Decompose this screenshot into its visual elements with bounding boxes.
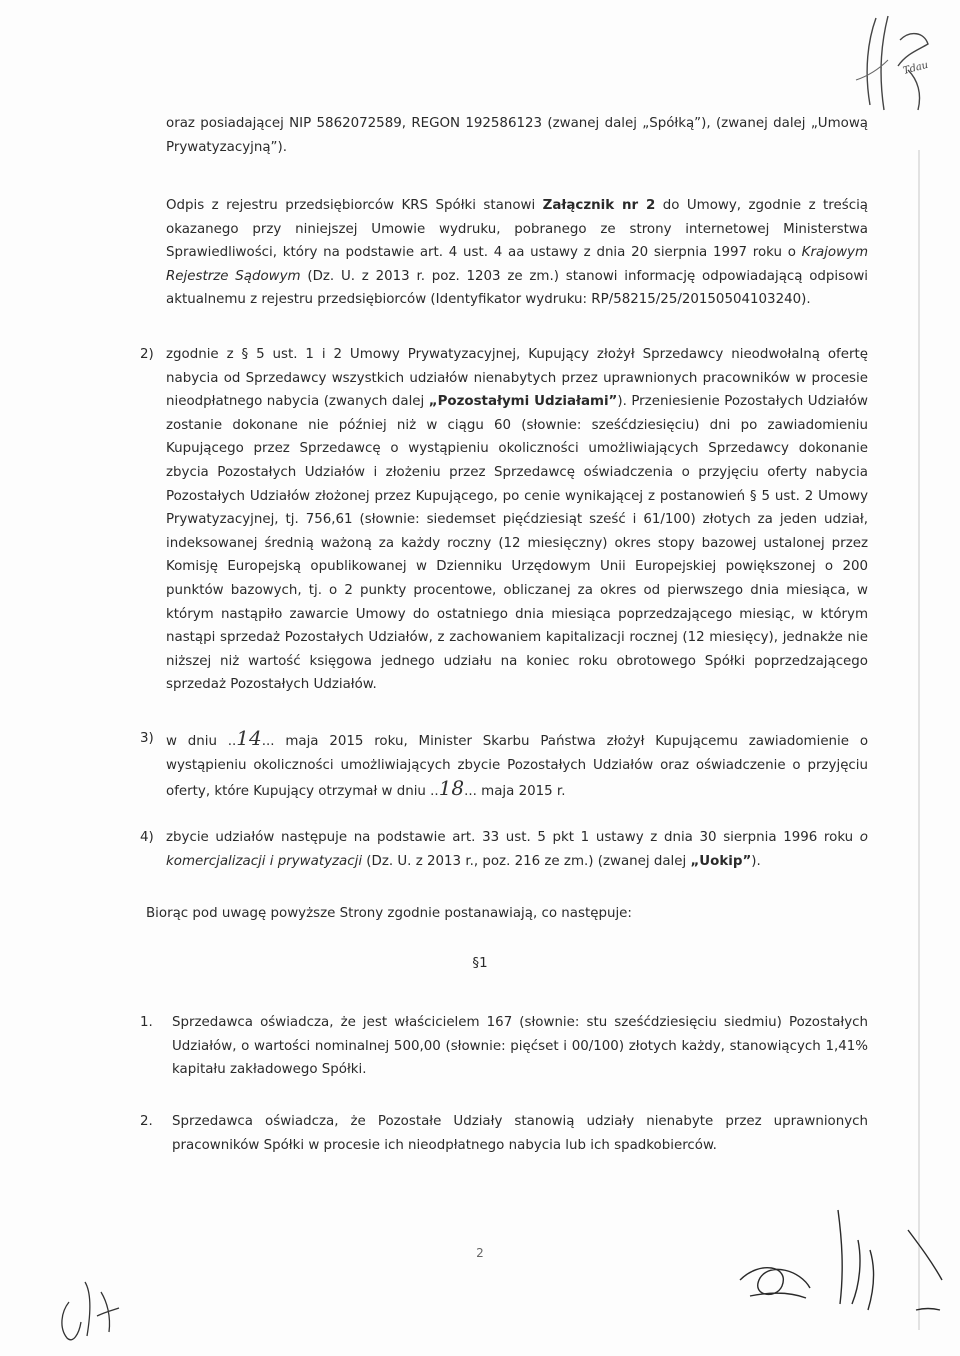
odpis-text-a: Odpis z rejestru przedsiębiorców KRS Spółki stanowi xyxy=(166,198,543,213)
item-2-paragraph xyxy=(166,343,868,697)
intro-text: oraz posiadającej NIP 5862072589, REGON 192586123 (zwanej dalej „Spółką”), (zwanej dalej „Umową Prywatyzacyjną”). xyxy=(166,116,868,155)
svg-text:Tdau: Tdau xyxy=(901,59,930,77)
page-number: 2 xyxy=(476,1246,484,1260)
item-3-text-c: ... maja 2015 r. xyxy=(464,784,566,800)
item-3-text-a: w dniu .. xyxy=(166,734,237,749)
handwritten-day-2: 18 xyxy=(438,776,465,801)
scan-edge xyxy=(918,150,920,1330)
item-4-text-e: ). xyxy=(751,853,761,869)
item-2-text-c: ). Przeniesienie Pozostałych Udziałów zostanie dokonane nie później niż w ciągu 60 (słownie: sześćdziesięciu) dni po zawiadomieniu Kupującego przez Sprzedawcę o wystąpieniu okoliczności umożliwiających Sprzedawcy dokonanie zbycia Pozostałych Udziałów i złożeniu przez Sprzedawcę oświadczenia o przyjęciu oferty nabycia Pozostałych Udziałów złożonej przez Kupującego, po cenie wynikającej z postanowień § 5 ust. 2 Umowy Prywatyzacyjnej, tj. 756,61 (słownie: siedemset pięćdziesiąt sześć i 61/100) złotych za jeden udział, indeksowanej średnią ważoną za każdy roczny (12 miesięczny) okres stopy bazowej ustalonej przez Komisję Europejską opublikowanej w Dzienniku Urzędowym Unii Europejskiej powiększonej o 200 punktów bazowych, tj. o 2 punkty procentowe, obliczanej za okres od pierwszego dnia miesiąca, w którym nastąpiło zawarcie Umowy do ostatniego dnia miesiąca poprzedzającego miesiąc, w którym nastąpi sprzedaż Pozostałych Udziałów, z zachowaniem kapitalizacji rocznej (12 miesięcy), jednakże nie niższej niż wartość księgowa jednego udziału na koniec roku obrotowego Spółki poprzedzającego sprzedaż Pozostałych Udziałów. xyxy=(166,394,868,693)
attachment-ref: Załącznik nr 2 xyxy=(542,198,656,213)
odpis-paragraph xyxy=(166,194,868,312)
clause-1-text: Sprzedawca oświadcza, że jest właścicielem 167 (słownie: stu sześćdziesięciu siedmiu) Pozostałych Udziałów, o wartości nominalnej 500,00 (słownie: pięćset i 00/100) złotych każdy, stanowiących 1,41% kapitału zakładowego Spółki. xyxy=(172,1015,868,1078)
act-title-2: o komercjalizacji i prywatyzacji xyxy=(166,830,868,869)
item-2-number: 2) xyxy=(140,347,154,362)
item-4-number: 4) xyxy=(140,830,154,845)
odpis-text-e: (Dz. U. z 2013 r. poz. 1203 ze zm.) stanowi informację odpowiadającą odpisowi aktualnemu z rejestru przedsiębiorców (Identyfikator wydruku: RP/58215/25/20150504103240). xyxy=(166,268,868,308)
biorac-line: Biorąc pod uwagę powyższe Strony zgodnie postanawiają, co następuje: xyxy=(146,906,632,921)
item-3-text-b: ... maja 2015 roku, Minister Skarbu Państwa złożył Kupującemu zawiadomienie o wystąpieniu okoliczności umożliwiających zbycie Pozostałych Udziałów oraz oświadczenie o przyjęciu oferty, które Kupujący otrzymał w dniu .. xyxy=(166,734,869,800)
item-4-text-a: zbycie udziałów następuje na podstawie art. 33 ust. 5 pkt 1 ustawy z dnia 30 sierpnia 1996 roku xyxy=(166,830,860,845)
item-3-paragraph xyxy=(166,727,868,804)
defined-term-pozostale: „Pozostałymi Udziałami” xyxy=(428,394,618,410)
intro-paragraph xyxy=(166,112,868,159)
odpis-text-c: do Umowy, zgodnie z treścią okazanego przy niniejszej Umowie wydruku, pobranego ze strony internetowej Ministerstwa Sprawiedliwości, który na podstawie art. 4 ust. 4 aa ustawy z dnia 20 sierpnia 1997 roku o xyxy=(166,198,869,261)
defined-term-uokip: „Uokip” xyxy=(690,853,752,869)
item-2-text-a: zgodnie z § 5 ust. 1 i 2 Umowy Prywatyzacyjnej, Kupujący złożył Sprzedawcy nieodwołalną ofertę nabycia od Sprzedawcy wszystkich udziałów nienabytych przez uprawnionych pracowników w procesie nieodpłatnego nabycia (zwanych dalej xyxy=(166,347,868,410)
signature-right xyxy=(720,1200,950,1330)
item-4-text-c: (Dz. U. z 2013 r., poz. 216 ze zm.) (zwanej dalej xyxy=(362,853,691,869)
item-3-number: 3) xyxy=(140,731,154,746)
clause-1-number: 1. xyxy=(140,1015,153,1030)
corner-stamp-signature xyxy=(848,10,938,120)
section-heading: §1 xyxy=(472,956,488,971)
clause-2-number: 2. xyxy=(140,1114,153,1129)
clause-2-text: Sprzedawca oświadcza, że Pozostałe Udziały stanowią udziały nienabyte przez uprawnionych pracowników Spółki w procesie ich nieodpłatnego nabycia lub ich spadkobierców. xyxy=(172,1114,868,1153)
item-4-paragraph xyxy=(166,826,868,873)
initials-left xyxy=(55,1272,135,1347)
act-title: Krajowym Rejestrze Sądowym xyxy=(166,245,868,284)
handwritten-day-1: 14 xyxy=(236,726,262,750)
